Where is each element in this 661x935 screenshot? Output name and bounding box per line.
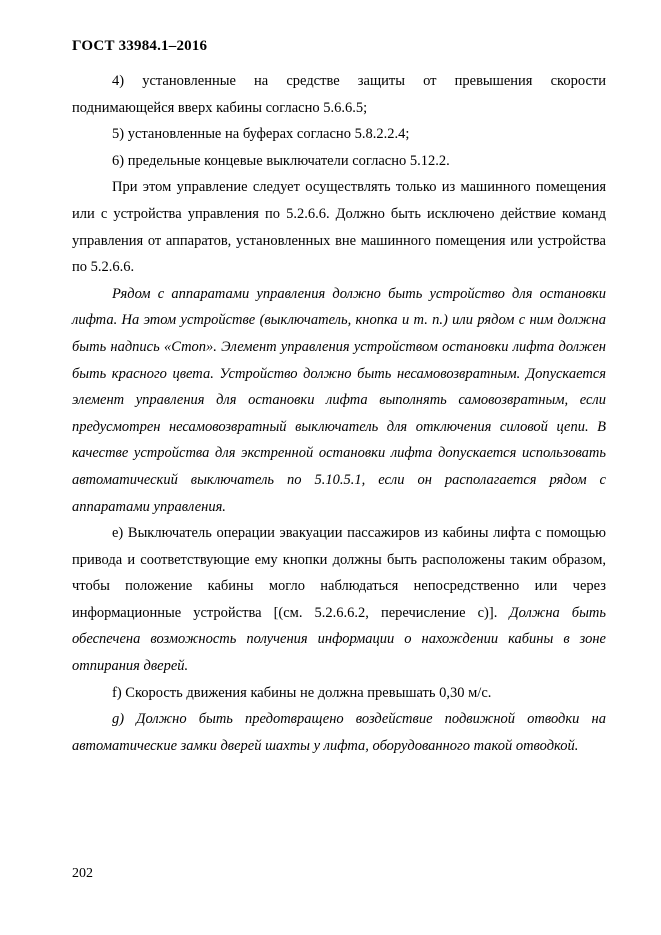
item-e-text: е) Выключатель операции эвакуации пассажиров из кабины лифта с помощью привода и соответствующие ему кнопки должны быть расположены таким образом, чтобы положение кабины могло наблюдаться непосредственно или через информационные устройства [(см. 5.2.6.6.2, перечисление с)]. bbox=[72, 525, 606, 621]
page-number: 202 bbox=[72, 866, 93, 881]
document-code-header: ГОСТ 33984.1–2016 bbox=[72, 38, 208, 54]
control-paragraph: При этом управление следует осуществлять только из машинного помещения или с устройства управления по 5.2.6.6. Должно быть исключено действие команд управления от аппаратов, установленных вне машинного помещения или устройства по 5.2.6.6. bbox=[72, 179, 606, 276]
item-e-paragraph bbox=[72, 520, 606, 680]
list-item-6: 6) предельные концевые выключатели согласно 5.12.2. bbox=[112, 152, 450, 169]
list-item-5: 5) установленные на буферах согласно 5.8.2.2.4; bbox=[112, 126, 410, 143]
document-body bbox=[72, 68, 606, 759]
item-e-italic-text: Должна быть обеспечена возможность получения информации о нахождении кабины в зоне отпирания дверей. bbox=[72, 604, 606, 675]
stop-device-paragraph: Рядом с аппаратами управления должно быть устройство для остановки лифта. На этом устройстве (выключатель, кнопка и т. п.) или рядом с ним должна быть надпись «Стоп». Элемент управления устройством остановки лифта должен быть красного цвета. Устройство должно быть несамовозвратным. Допускается элемент управления для остановки лифта выполнять самовозвратным, если предусмотрен несамовозвратный выключатель для отключения силовой цепи. В качестве устройства для экстренной остановки лифта допускается использовать автоматический выключатель по 5.10.5.1, если он располагается рядом с аппаратами управления. bbox=[72, 285, 606, 515]
item-g-paragraph: g) Должно быть предотвращено воздействие подвижной отводки на автоматические замки дверей шахты у лифта, оборудованного такой отводкой. bbox=[72, 711, 606, 754]
item-f-paragraph: f) Скорость движения кабины не должна превышать 0,30 м/с. bbox=[112, 684, 492, 701]
list-item-4: 4) установленные на средстве защиты от превышения скорости поднимающейся вверх кабины согласно 5.6.6.5; bbox=[72, 73, 606, 116]
